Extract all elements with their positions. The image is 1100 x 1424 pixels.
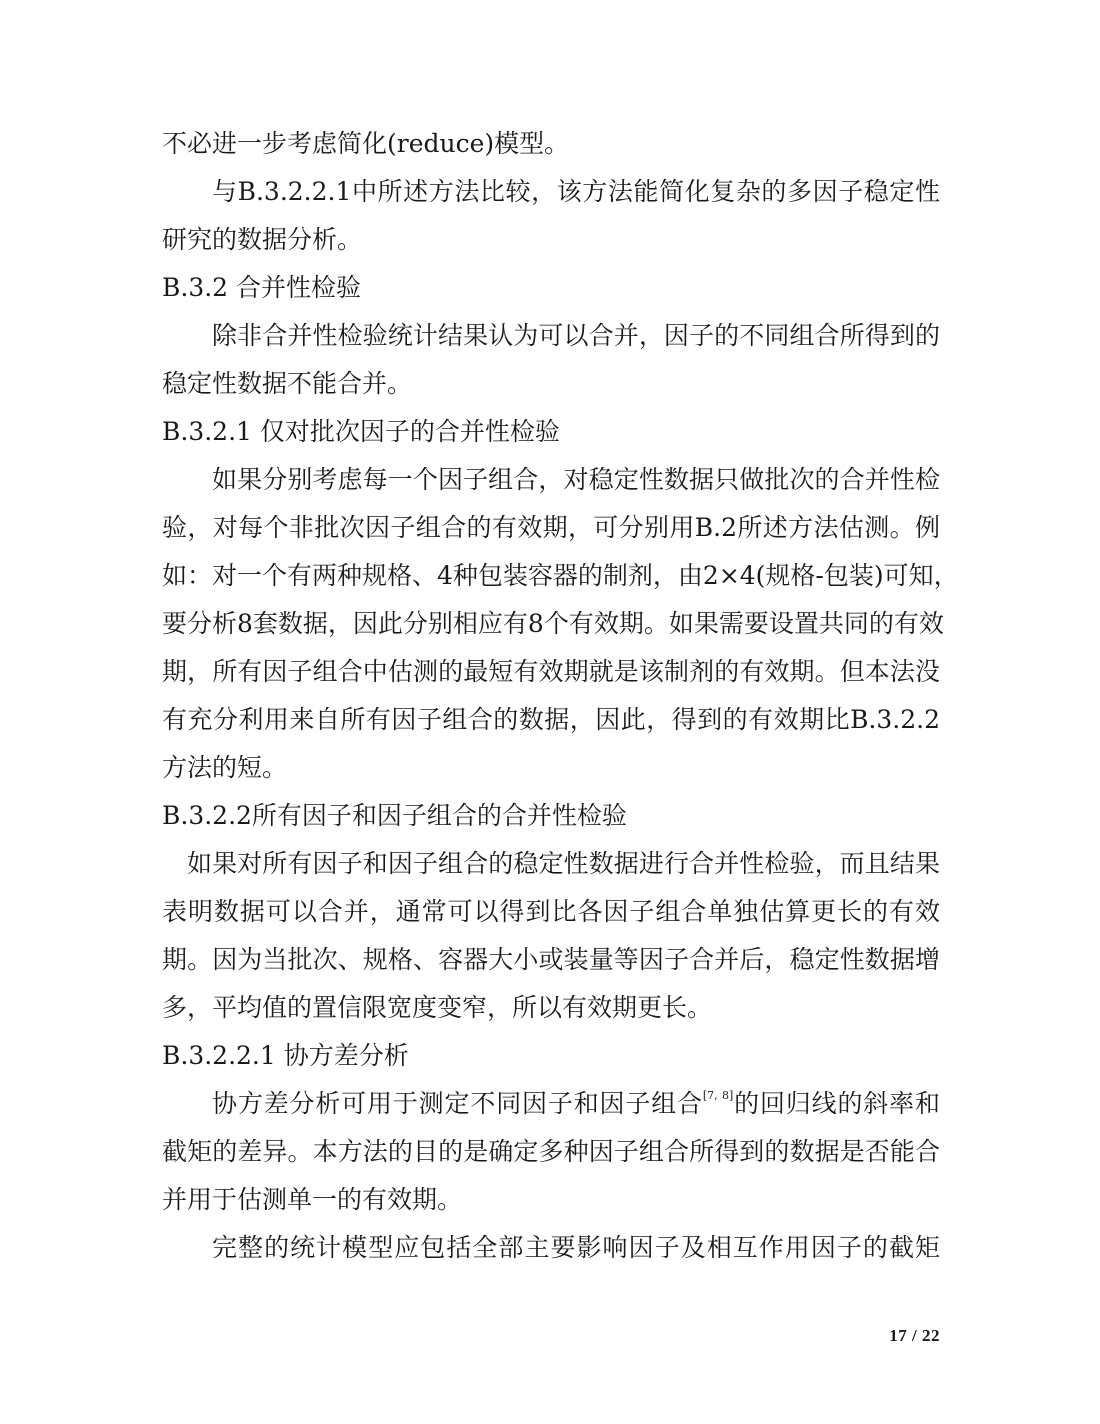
document-body (162, 120, 959, 1272)
text-line: 并用于估测单一的有效期。 (162, 1185, 463, 1214)
text-span: 协方差分析可用于测定不同因子和因子组合 (212, 1089, 703, 1118)
paragraph-line: 完整的统计模型应包括全部主要影响因子及相互作用因子的截矩 (212, 1233, 940, 1262)
text-line: 表明数据可以合并，通常可以得到比各因子组合单独估算更长的有效 (162, 897, 940, 926)
text-line: 截矩的差异。本方法的目的是确定多种因子组合所得到的数据是否能合 (162, 1137, 940, 1166)
text-line: 不必进一步考虑简化(reduce)模型。 (162, 129, 570, 158)
text-line: 稳定性数据不能合并。 (162, 369, 413, 398)
paragraph-line: 如果对所有因子和因子组合的稳定性数据进行合并性检验，而且结果 (187, 849, 940, 878)
page-number: 17 / 22 (889, 1326, 940, 1345)
text-line: 验，对每个非批次因子组合的有效期，可分别用B.2所述方法估测。例 (162, 513, 940, 542)
paragraph-line: 除非合并性检验统计结果认为可以合并，因子的不同组合所得到的 (212, 321, 940, 350)
citation-reference: [7, 8] (702, 1088, 734, 1102)
section-heading: B.3.2.1 仅对批次因子的合并性检验 (162, 417, 560, 446)
text-line: 期，所有因子组合中估测的最短有效期就是该制剂的有效期。但本法没 (162, 657, 940, 686)
section-heading: B.3.2.2所有因子和因子组合的合并性检验 (162, 801, 627, 830)
paragraph-line: 如果分别考虑每一个因子组合，对稳定性数据只做批次的合并性检 (212, 465, 940, 494)
text-line: 如：对一个有两种规格、4种包装容器的制剂，由2×4(规格-包装)可知， (162, 561, 959, 590)
text-line: 多，平均值的置信限宽度变窄，所以有效期更长。 (162, 993, 713, 1022)
text-line: 方法的短。 (162, 753, 288, 782)
paragraph-line-with-citation (162, 1080, 940, 1128)
paragraph-line: 与B.3.2.2.1中所述方法比较，该方法能简化复杂的多因子稳定性 (212, 177, 940, 206)
text-line: 研究的数据分析。 (162, 225, 363, 254)
section-heading: B.3.2.2.1 协方差分析 (162, 1041, 409, 1070)
text-span: 的回归线的斜率和 (733, 1089, 940, 1118)
text-line: 有充分利用来自所有因子组合的数据，因此，得到的有效期比B.3.2.2 (162, 705, 940, 734)
text-line: 期。因为当批次、规格、容器大小或装量等因子合并后，稳定性数据增 (162, 945, 940, 974)
text-line: 要分析8套数据，因此分别相应有8个有效期。如果需要设置共同的有效 (162, 609, 944, 638)
section-heading: B.3.2 合并性检验 (162, 273, 362, 302)
